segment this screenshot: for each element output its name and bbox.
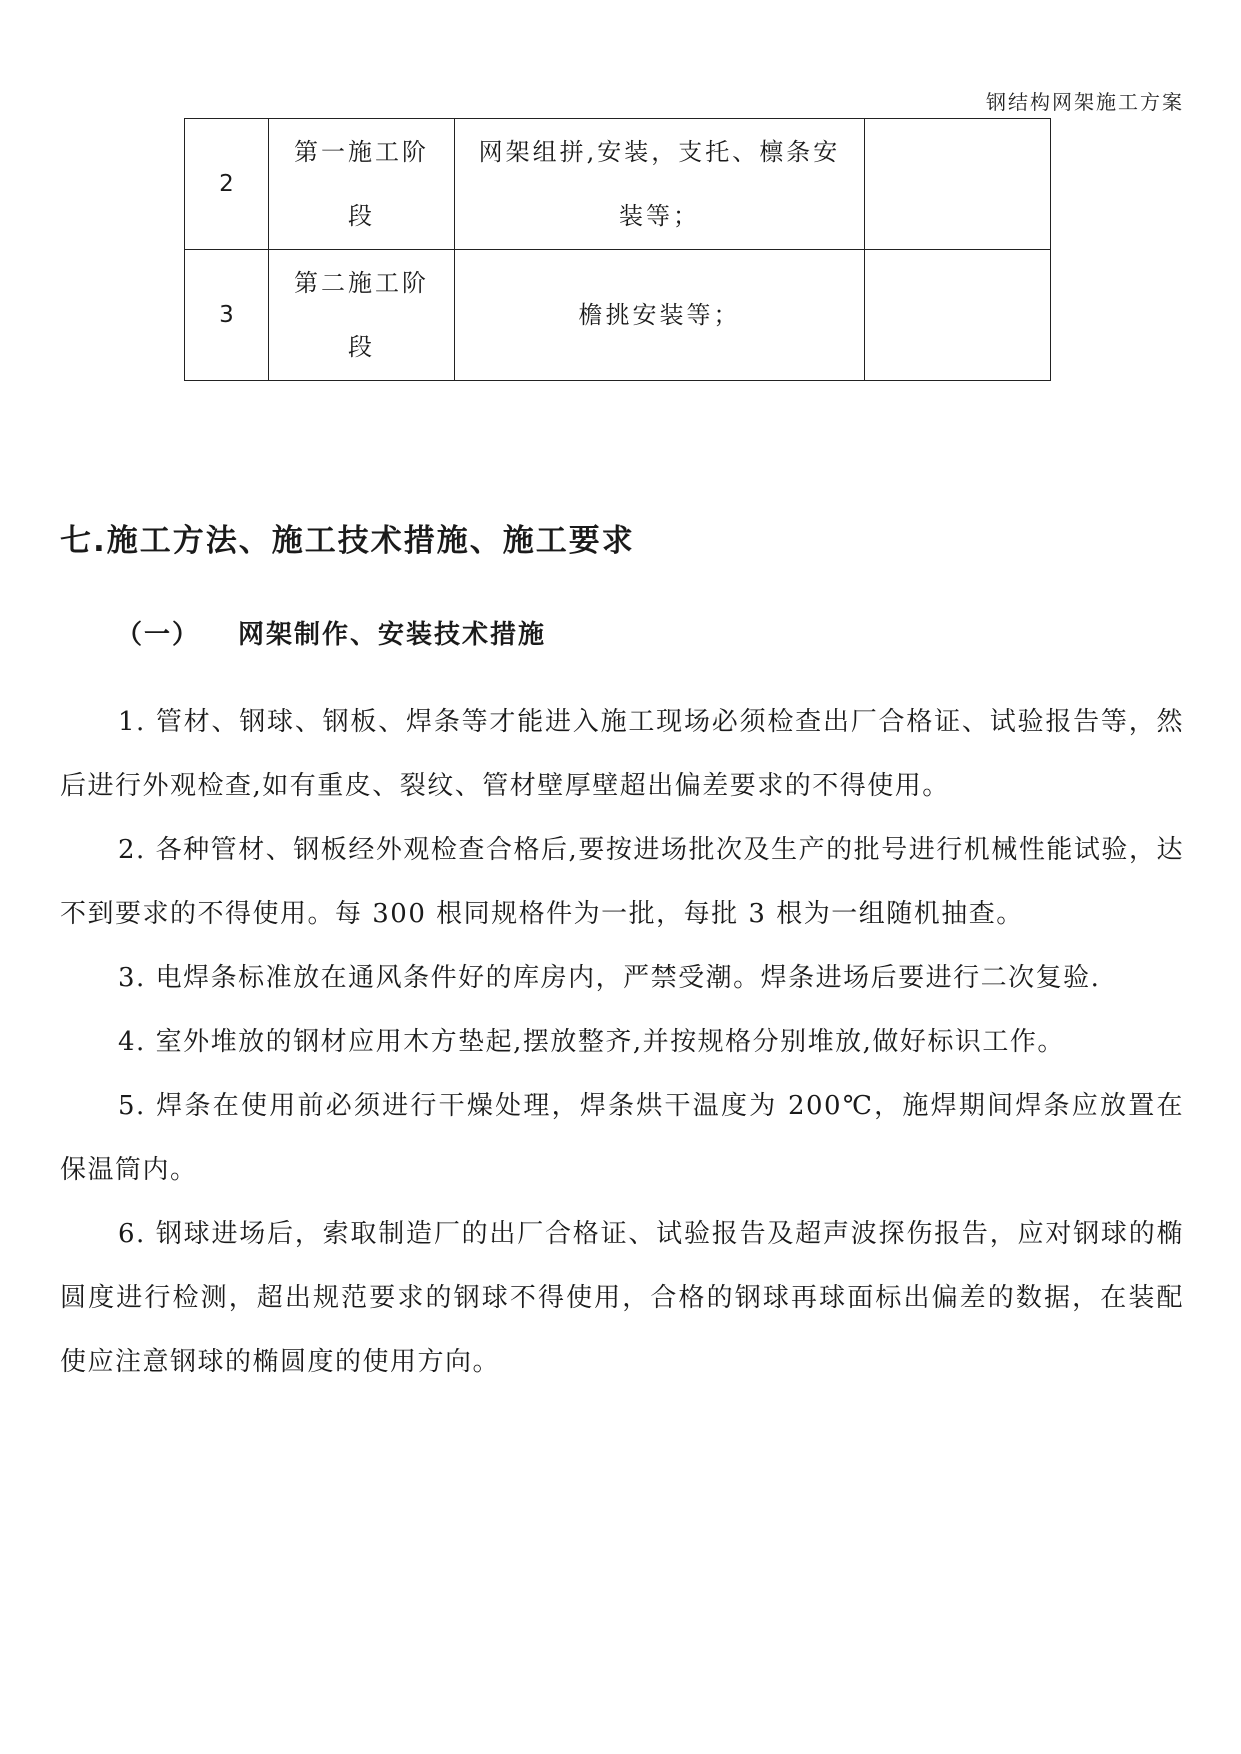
section-heading: 七.施工方法、施工技术措施、施工要求	[60, 523, 635, 559]
subsection-title: 网架制作、安装技术措施	[238, 620, 547, 650]
stage-cell: 第二施工阶 段	[269, 250, 455, 381]
paragraph: 1. 管材、钢球、钢板、焊条等才能进入施工现场必须检查出厂合格证、试验报告等，然后进行外观检查,如有重皮、裂纹、管材壁厚壁超出偏差要求的不得使用。	[60, 707, 1184, 801]
stage-cell: 第一施工阶 段	[269, 119, 455, 250]
paragraph: 5. 焊条在使用前必须进行干燥处理，焊条烘干温度为 200℃，施焊期间焊条应放置在保温筒内。	[60, 1091, 1184, 1185]
content-cell: 网架组拼,安装，支托、檩条安 装等；	[455, 119, 865, 250]
construction-stage-table	[184, 118, 1051, 381]
paragraph: 3. 电焊条标准放在通风条件好的库房内，严禁受潮。焊条进场后要进行二次复验.	[118, 963, 1101, 993]
running-header: 钢结构网架施工方案	[986, 90, 1184, 114]
table-row	[185, 250, 1051, 381]
row-number-cell: 2	[185, 119, 269, 250]
body-text	[60, 690, 1184, 1394]
subsection-number: （一）	[116, 620, 201, 650]
remark-cell	[865, 250, 1051, 381]
paragraph: 2. 各种管材、钢板经外观检查合格后,要按进场批次及生产的批号进行机械性能试验，达不到要求的不得使用。每 300 根同规格件为一批，每批 3 根为一组随机抽查。	[60, 835, 1184, 929]
paragraph: 4. 室外堆放的钢材应用木方垫起,摆放整齐,并按规格分别堆放,做好标识工作。	[118, 1027, 1065, 1057]
subsection-heading	[116, 614, 546, 651]
table-row	[185, 119, 1051, 250]
remark-cell	[865, 119, 1051, 250]
row-number-cell: 3	[185, 250, 269, 381]
paragraph: 6. 钢球进场后，索取制造厂的出厂合格证、试验报告及超声波探伤报告，应对钢球的椭圆度进行检测，超出规范要求的钢球不得使用，合格的钢球再球面标出偏差的数据，在装配使应注意钢球的椭圆度的使用方向。	[60, 1219, 1184, 1377]
content-cell: 檐挑安装等；	[455, 250, 865, 381]
